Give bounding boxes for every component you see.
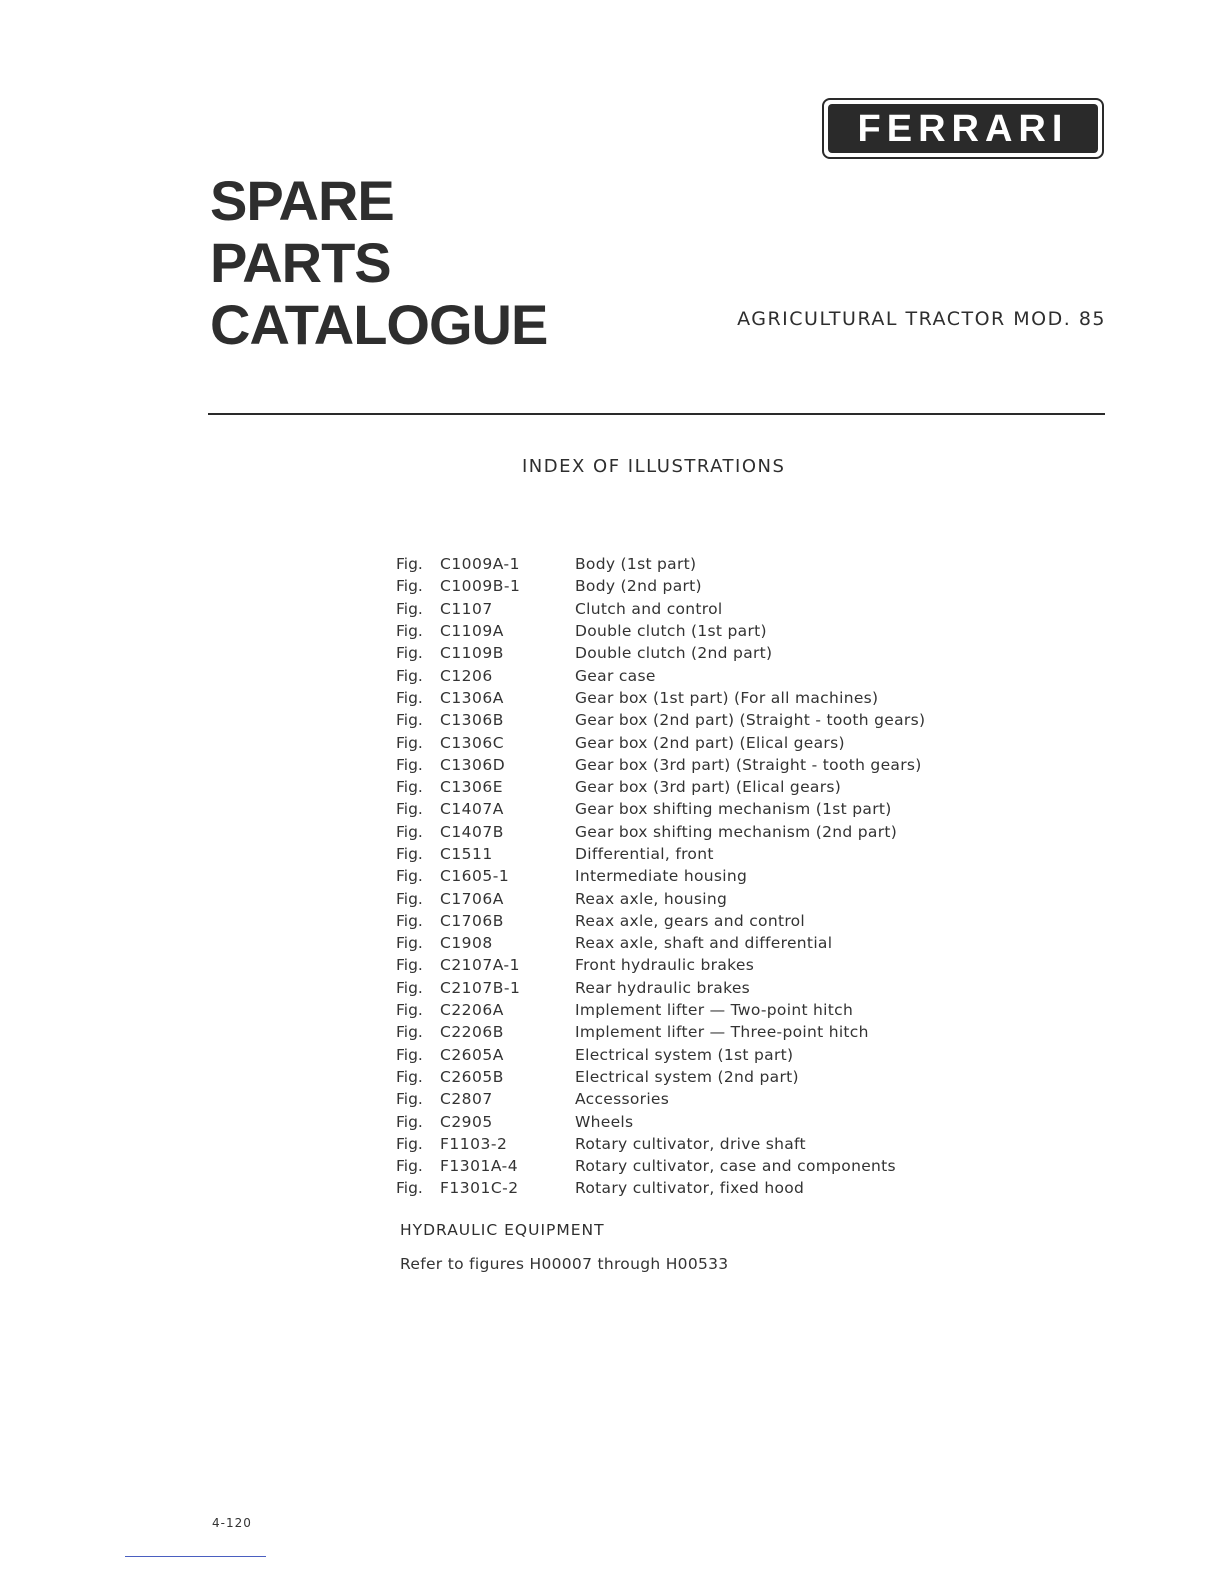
figure-description: Double clutch (1st part)	[575, 622, 767, 641]
figure-description: Front hydraulic brakes	[575, 956, 755, 975]
list-item	[396, 843, 925, 865]
ferrari-logo	[822, 98, 1104, 159]
figure-prefix: Fig.	[396, 1001, 423, 1020]
figure-description: Intermediate housing	[575, 867, 748, 886]
figure-prefix: Fig.	[396, 934, 423, 953]
figure-prefix: Fig.	[396, 622, 423, 641]
figure-code: C1511	[440, 845, 493, 863]
list-item	[396, 754, 925, 776]
figure-prefix: Fig.	[396, 1112, 423, 1131]
figure-description: Body (1st part)	[575, 555, 697, 574]
figure-description: Double clutch (2nd part)	[575, 644, 773, 663]
figure-code: C1009A-1	[440, 555, 520, 574]
figure-description: Gear box (2nd part) (Straight - tooth gears)	[575, 711, 926, 730]
figure-prefix: Fig.	[396, 711, 423, 730]
figure-description: Gear box (3rd part) (Elical gears)	[575, 778, 842, 797]
figure-prefix: Fig.	[396, 1045, 423, 1064]
figure-description: Gear box (2nd part) (Elical gears)	[575, 733, 845, 752]
figure-code: C1107	[440, 599, 493, 618]
figure-prefix: Fig.	[396, 755, 423, 774]
figure-code: C2206A	[440, 1001, 504, 1020]
list-item	[396, 709, 925, 731]
figure-prefix: Fig.	[396, 1090, 423, 1109]
list-item	[396, 1021, 925, 1043]
title-line-3: CATALOGUE	[210, 293, 548, 356]
figure-description: Gear case	[575, 666, 656, 685]
list-item	[396, 575, 925, 597]
figure-prefix: Fig.	[396, 778, 423, 797]
list-item	[396, 598, 925, 620]
hydraulic-heading: HYDRAULIC EQUIPMENT	[400, 1221, 605, 1239]
figure-code: C2605A	[440, 1045, 504, 1064]
figure-code: C1306E	[440, 778, 504, 797]
figure-code: C1206	[440, 666, 493, 685]
list-item	[396, 954, 925, 976]
figure-code: F1103-2	[440, 1134, 508, 1153]
list-item	[396, 999, 925, 1021]
list-item	[396, 1155, 925, 1177]
figure-description: Reax axle, gears and control	[575, 911, 806, 930]
figure-code: C1706B	[440, 911, 504, 930]
horizontal-divider	[208, 413, 1105, 415]
list-item	[396, 977, 925, 999]
figure-prefix: Fig.	[396, 644, 423, 663]
figure-code: C2107A-1	[440, 956, 520, 975]
list-item	[396, 1110, 925, 1132]
list-item	[396, 798, 925, 820]
figure-code: C2107B-1	[440, 978, 521, 997]
figure-description: Electrical system (2nd part)	[575, 1067, 799, 1086]
figure-description: Body (2nd part)	[575, 577, 702, 596]
figure-description: Gear box shifting mechanism (2nd part)	[575, 822, 898, 841]
figure-code: F1301A-4	[440, 1157, 519, 1176]
list-item	[396, 932, 925, 954]
figure-prefix: Fig.	[396, 956, 423, 975]
figure-code: C1306C	[440, 733, 505, 752]
figure-description: Implement lifter — Three-point hitch	[575, 1023, 869, 1042]
list-item	[396, 821, 925, 843]
figure-code: C1009B-1	[440, 577, 521, 596]
footer-line	[125, 1556, 266, 1557]
figure-code: F1301C-2	[440, 1179, 519, 1198]
list-item	[396, 687, 925, 709]
illustration-index-list	[396, 553, 925, 1200]
figure-code: C1407B	[440, 822, 504, 841]
figure-prefix: Fig.	[396, 867, 423, 886]
figure-prefix: Fig.	[396, 733, 423, 752]
figure-code: C2206B	[440, 1023, 504, 1042]
figure-prefix: Fig.	[396, 889, 423, 908]
logo-plate	[828, 104, 1098, 153]
list-item	[396, 664, 925, 686]
figure-prefix: Fig.	[396, 555, 423, 574]
figure-description: Accessories	[575, 1090, 670, 1109]
figure-code: C1109A	[440, 622, 504, 641]
list-item	[396, 865, 925, 887]
index-heading: INDEX OF ILLUSTRATIONS	[522, 456, 786, 477]
figure-description: Implement lifter — Two-point hitch	[575, 1001, 854, 1020]
figure-prefix: Fig.	[396, 845, 423, 863]
list-item	[396, 620, 925, 642]
figure-description: Rotary cultivator, case and components	[575, 1157, 896, 1176]
title-line-2: PARTS	[210, 231, 391, 294]
list-item	[396, 1133, 925, 1155]
figure-code: C2605B	[440, 1067, 504, 1086]
figure-prefix: Fig.	[396, 666, 423, 685]
hydraulic-reference: Refer to figures H00007 through H00533	[400, 1255, 729, 1273]
figure-prefix: Fig.	[396, 1023, 423, 1042]
list-item	[396, 910, 925, 932]
figure-prefix: Fig.	[396, 577, 423, 596]
model-subtitle: AGRICULTURAL TRACTOR MOD. 85	[737, 308, 1106, 330]
logo-text: FERRARI	[857, 107, 1069, 150]
figure-code: C1306B	[440, 711, 504, 730]
figure-description: Wheels	[575, 1112, 634, 1131]
figure-description: Rear hydraulic brakes	[575, 978, 751, 997]
figure-code: C1706A	[440, 889, 504, 908]
figure-description: Reax axle, housing	[575, 889, 728, 908]
figure-code: C1306D	[440, 755, 506, 774]
figure-code: C1306A	[440, 688, 504, 707]
list-item	[396, 642, 925, 664]
figure-prefix: Fig.	[396, 1067, 423, 1086]
figure-description: Reax axle, shaft and differential	[575, 934, 833, 953]
figure-description: Gear box shifting mechanism (1st part)	[575, 800, 892, 819]
figure-code: C2905	[440, 1112, 493, 1131]
page-code: 4-120	[212, 1516, 252, 1530]
figure-code: C1407A	[440, 800, 504, 819]
list-item	[396, 887, 925, 909]
list-item	[396, 1044, 925, 1066]
figure-code: C1109B	[440, 644, 504, 663]
catalogue-title	[210, 170, 547, 356]
figure-prefix: Fig.	[396, 1157, 423, 1176]
title-line-1: SPARE	[210, 169, 394, 232]
list-item	[396, 553, 925, 575]
figure-prefix: Fig.	[396, 599, 423, 618]
figure-prefix: Fig.	[396, 688, 423, 707]
figure-code: C2807	[440, 1090, 493, 1109]
figure-description: Electrical system (1st part)	[575, 1045, 794, 1064]
figure-description: Rotary cultivator, fixed hood	[575, 1179, 805, 1198]
figure-description: Clutch and control	[575, 599, 723, 618]
figure-description: Gear box (1st part) (For all machines)	[575, 688, 879, 707]
figure-prefix: Fig.	[396, 911, 423, 930]
figure-prefix: Fig.	[396, 822, 423, 841]
list-item	[396, 731, 925, 753]
list-item	[396, 1177, 925, 1199]
figure-prefix: Fig.	[396, 978, 423, 997]
list-item	[396, 776, 925, 798]
figure-description: Rotary cultivator, drive shaft	[575, 1134, 806, 1153]
figure-prefix: Fig.	[396, 800, 423, 819]
figure-description: Gear box (3rd part) (Straight - tooth gears)	[575, 755, 922, 774]
figure-code: C1605-1	[440, 867, 510, 886]
figure-code: C1908	[440, 934, 493, 953]
figure-prefix: Fig.	[396, 1179, 423, 1198]
list-item	[396, 1066, 925, 1088]
list-item	[396, 1088, 925, 1110]
figure-prefix: Fig.	[396, 1134, 423, 1153]
figure-description: Differential, front	[575, 845, 714, 863]
